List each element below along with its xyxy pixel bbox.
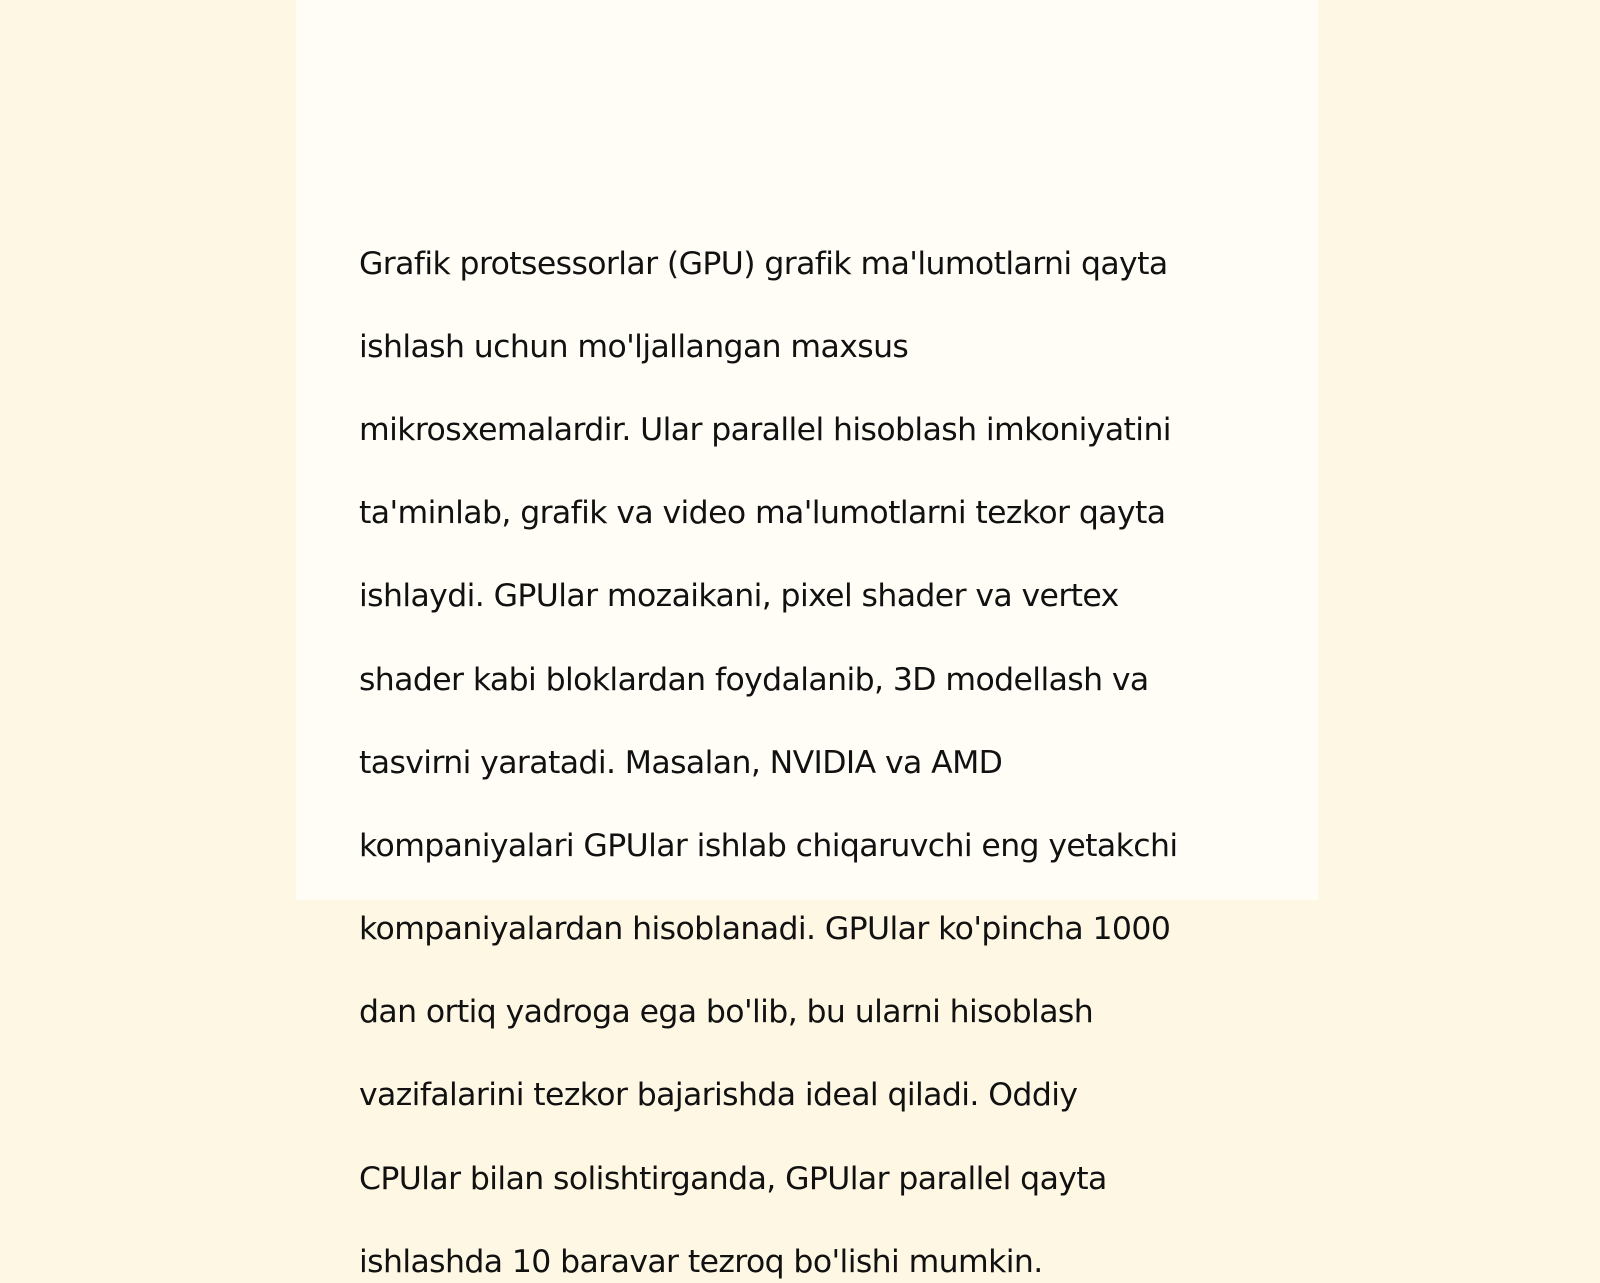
paragraph-line: Grafik protsessorlar (GPU) grafik ma'lumotlarni qayta	[359, 245, 1168, 282]
paragraph-line: vazifalarini tezkor bajarishda ideal qiladi. Oddiy	[359, 1077, 1078, 1114]
paragraph-line: ishlashda 10 baravar tezroq bo'lishi mumkin.	[359, 1243, 1043, 1280]
paragraph-line: kompaniyalardan hisoblanadi. GPUlar ko'pincha 1000	[359, 911, 1171, 948]
paragraph-line: kompaniyalari GPUlar ishlab chiqaruvchi eng yetakchi	[359, 827, 1178, 864]
paragraph-line: ishlash uchun mo'ljallangan maxsus	[359, 328, 909, 365]
paragraph-line: ta'minlab, grafik va video ma'lumotlarni tezkor qayta	[359, 495, 1166, 532]
paragraph-line: dan ortiq yadroga ega bo'lib, bu ularni hisoblash	[359, 994, 1094, 1031]
paragraph-line: tasvirni yaratadi. Masalan, NVIDIA va AMD	[359, 744, 1003, 781]
paragraph-line: shader kabi bloklardan foydalanib, 3D modellash va	[359, 661, 1149, 698]
paragraph-line: mikrosxemalardir. Ular parallel hisoblash imkoniyatini	[359, 411, 1171, 448]
paragraph-line: ishlaydi. GPUlar mozaikani, pixel shader va vertex	[359, 578, 1119, 615]
document-page	[296, 0, 1318, 1280]
body-paragraph	[359, 202, 1259, 1283]
paragraph-line: CPUlar bilan solishtirganda, GPUlar parallel qayta	[359, 1160, 1107, 1197]
